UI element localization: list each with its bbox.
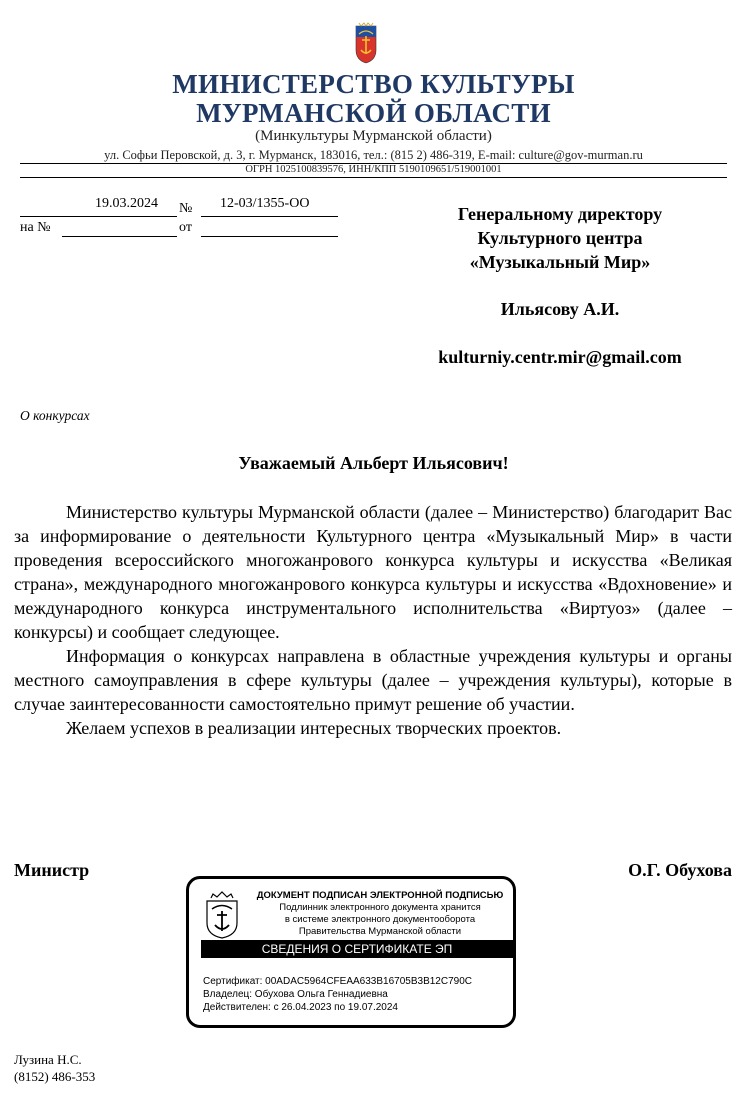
stamp-line-1: Подлинник электронного документа хранится [279, 902, 481, 913]
reply-number-label: на № [20, 220, 51, 235]
letter-body [14, 500, 732, 740]
reply-from-label: от [179, 220, 192, 235]
reg-number-label: № [179, 201, 193, 216]
stamp-certificate: Сертификат: 00ADAC5964CFEAA633B16705B3B12C790C [203, 976, 472, 987]
e-signature-stamp [186, 876, 516, 1028]
stamp-coat-of-arms-icon [204, 891, 240, 939]
recipient-line1: Генеральному директору [457, 204, 663, 224]
stamp-validity: Действителен: с 26.04.2023 по 19.07.2024 [203, 1002, 398, 1013]
signer-name: О.Г. Обухова [628, 860, 732, 880]
stamp-certificate-header: СВЕДЕНИЯ О СЕРТИФИКАТЕ ЭП [201, 940, 513, 958]
stamp-line-3: Правительства Мурманской области [298, 926, 462, 937]
body-paragraph-2: Информация о конкурсах направлена в областные учреждения культуры и органы местного самоуправления в сфере культуры (далее – учреждения культуры), которые в случае заинтересованности самостоятельно примут решение об участии. [14, 646, 732, 714]
stamp-owner: Владелец: Обухова Ольга Геннадиевна [203, 989, 388, 1000]
reg-number: 12-03/1355-ОО [220, 196, 310, 211]
executor-name: Лузина Н.С. [14, 1052, 82, 1067]
body-paragraph-1: Министерство культуры Мурманской области (далее – Министерство) благодарит Вас за информирование о деятельности Культурного центра «Музыкальный Мир» в части проведения всероссийского многожанрового конкурса культуры и искусства «Великая страна», международного многожанрового конкурса культуры и искусства «Вдохновение» и международного конкурса инструментального исполнительства «Виртуоз» (далее – конкурсы) и сообщает следующее. [14, 502, 732, 642]
ministry-short-name: (Минкультуры Мурманской области) [255, 128, 492, 144]
reg-number-line [201, 216, 338, 217]
executor-phone: (8152) 486-353 [14, 1069, 96, 1084]
stamp-line-2: в системе электронного документооборота [284, 914, 476, 925]
ministry-title-line2: МУРМАНСКОЙ ОБЛАСТИ [196, 98, 551, 128]
recipient-line2: Культурного центра [477, 228, 643, 248]
coat-of-arms-icon [355, 22, 377, 64]
recipient-email: kulturniy.centr.mir@gmail.com [438, 347, 682, 367]
ministry-ogrn: ОГРН 1025100839576, ИНН/КПП 5190109651/519001001 [245, 164, 502, 175]
recipient-line3: «Музыкальный Мир» [469, 252, 651, 272]
header-divider-bottom [20, 177, 727, 178]
signer-position: Министр [14, 860, 90, 880]
reply-from-line [201, 236, 338, 237]
ministry-address: ул. Софьи Перовской, д. 3, г. Мурманск, 183016, тел.: (815 2) 486-319, E-mail: culture@gov-murman.ru [104, 148, 643, 162]
recipient-block [410, 202, 710, 274]
reg-date: 19.03.2024 [95, 196, 158, 211]
body-paragraph-3: Желаем успехов в реализации интересных творческих проектов. [66, 718, 562, 738]
recipient-name: Ильясову А.И. [500, 299, 620, 319]
ministry-title-line1: МИНИСТЕРСТВО КУЛЬТУРЫ [172, 69, 575, 99]
stamp-title: ДОКУМЕНТ ПОДПИСАН ЭЛЕКТРОННОЙ ПОДПИСЬЮ [256, 890, 504, 901]
letter-subject: О конкурсах [20, 408, 90, 423]
salutation: Уважаемый Альберт Ильясович! [238, 453, 509, 473]
reply-number-line [62, 236, 177, 237]
reg-date-line [20, 216, 177, 217]
